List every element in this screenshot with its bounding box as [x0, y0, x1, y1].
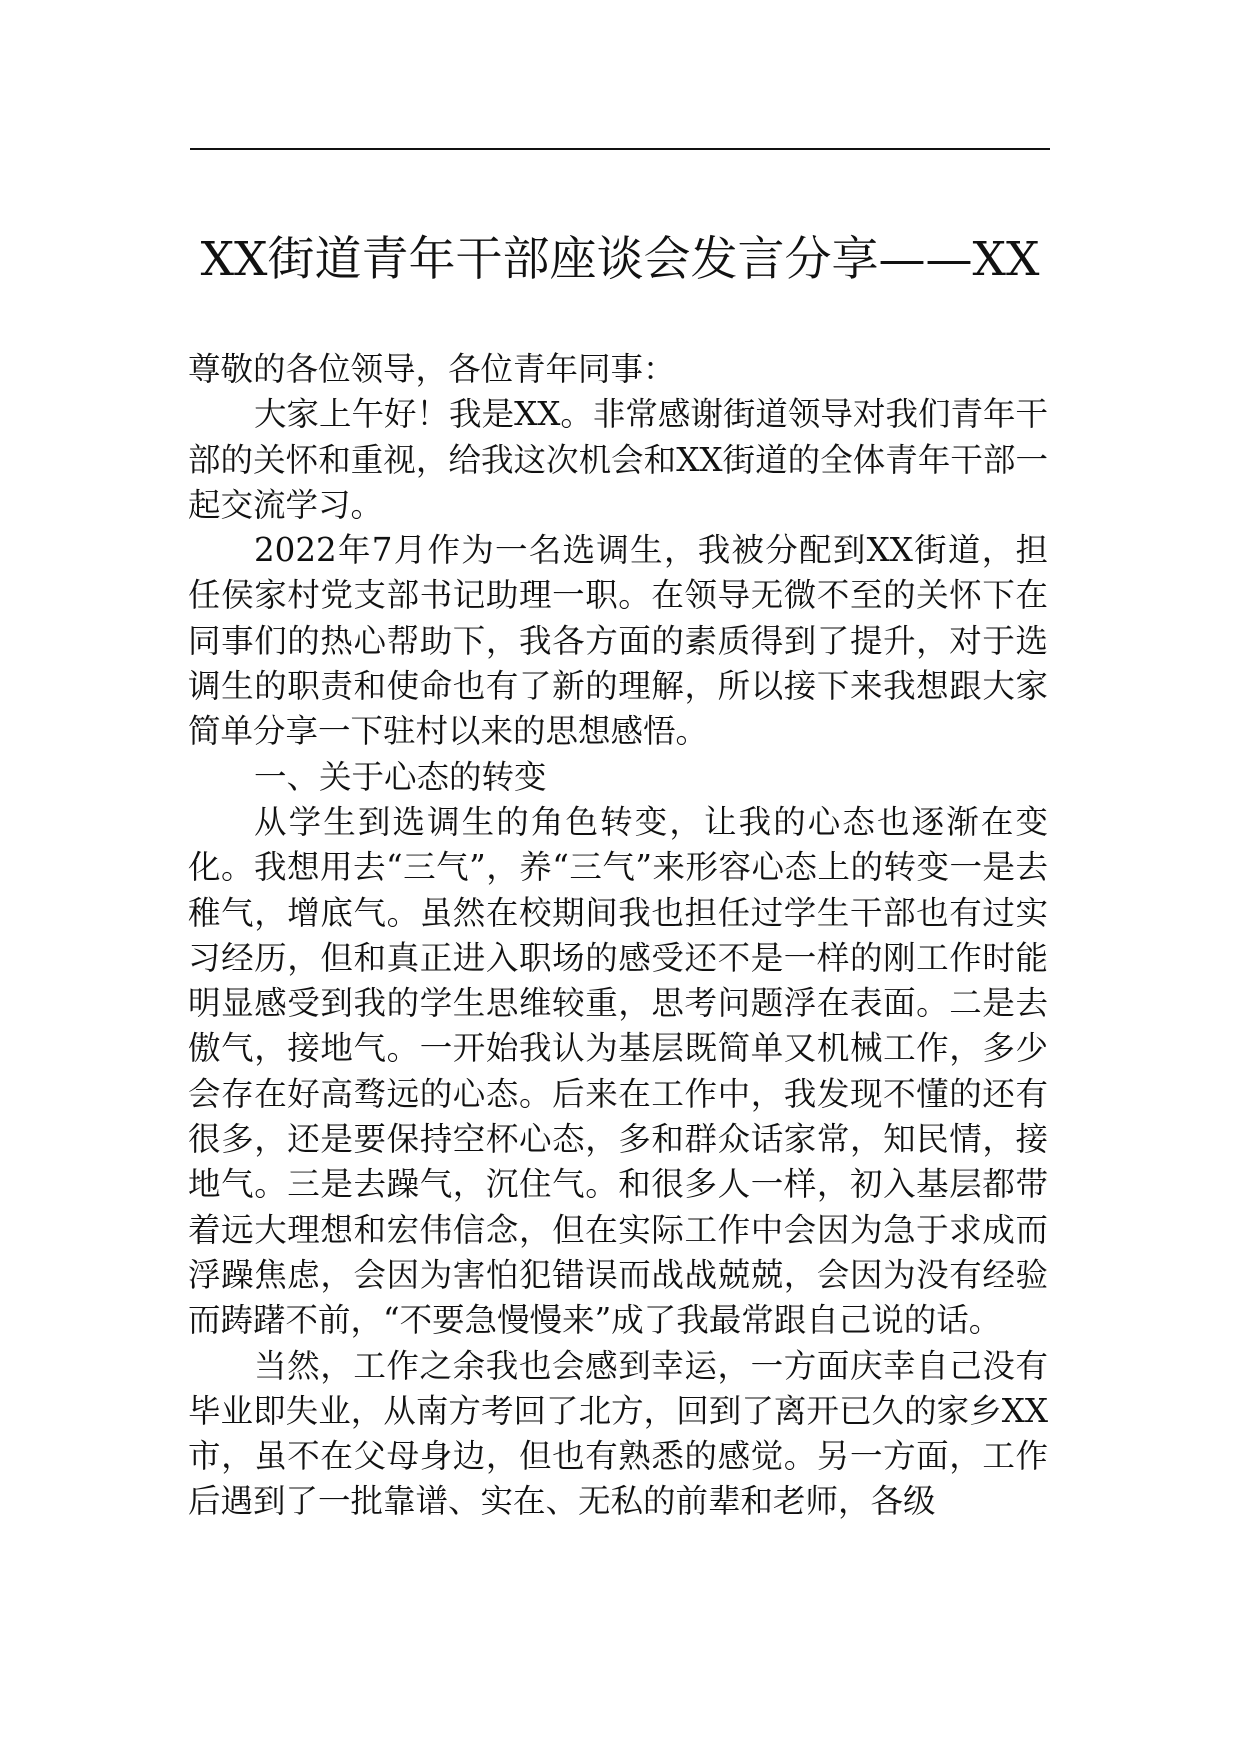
section-heading: 一、关于心态的转变 [254, 757, 547, 796]
paragraph-introduction: 2022年7月作为一名选调生，我被分配到XX街道，担任侯家村党支部书记助理一职。在领导无微不至的关怀下在同事们的热心帮助下，我各方面的素质得到了提升，对于选调生的职责和使命也有了新的理解，所以接下来我想跟大家简单分享一下驻村以来的思想感悟。 [188, 531, 1048, 751]
document-body [188, 347, 1048, 1525]
header-rule [190, 148, 1050, 150]
paragraph-greeting: 大家上午好！我是XX。非常感谢街道领导对我们青年干部的关怀和重视，给我这次机会和XX街道的全体青年干部一起交流学习。 [188, 395, 1048, 524]
salutation: 尊敬的各位领导，各位青年同事： [188, 350, 676, 388]
document-title: XX街道青年干部座谈会发言分享——XX [200, 232, 1040, 287]
paragraph-gratitude: 当然，工作之余我也会感到幸运，一方面庆幸自己没有毕业即失业，从南方考回了北方，回到了离开已久的家乡XX市，虽不在父母身边，但也有熟悉的感觉。另一方面，工作后遇到了一批靠谱、实在、无私的前辈和老师，各级 [188, 1346, 1048, 1521]
paragraph-mindset-change: 从学生到选调生的角色转变，让我的心态也逐渐在变化。我想用去“三气”，养“三气”来形容心态上的转变一是去稚气，增底气。虽然在校期间我也担任过学生干部也有过实习经历，但和真正进入职场的感受还不是一样的刚工作时能明显感受到我的学生思维较重，思考问题浮在表面。二是去傲气，接地气。一开始我认为基层既简单又机械工作，多少会存在好高骛远的心态。后来在工作中，我发现不懂的还有很多，还是要保持空杯心态，多和群众话家常，知民情，接地气。三是去躁气，沉住气。和很多人一样，初入基层都带着远大理想和宏伟信念，但在实际工作中会因为急于求成而浮躁焦虑，会因为害怕犯错误而战战兢兢，会因为没有经验而踌躇不前，“不要急慢慢来”成了我最常跟自己说的话。 [188, 802, 1048, 1340]
